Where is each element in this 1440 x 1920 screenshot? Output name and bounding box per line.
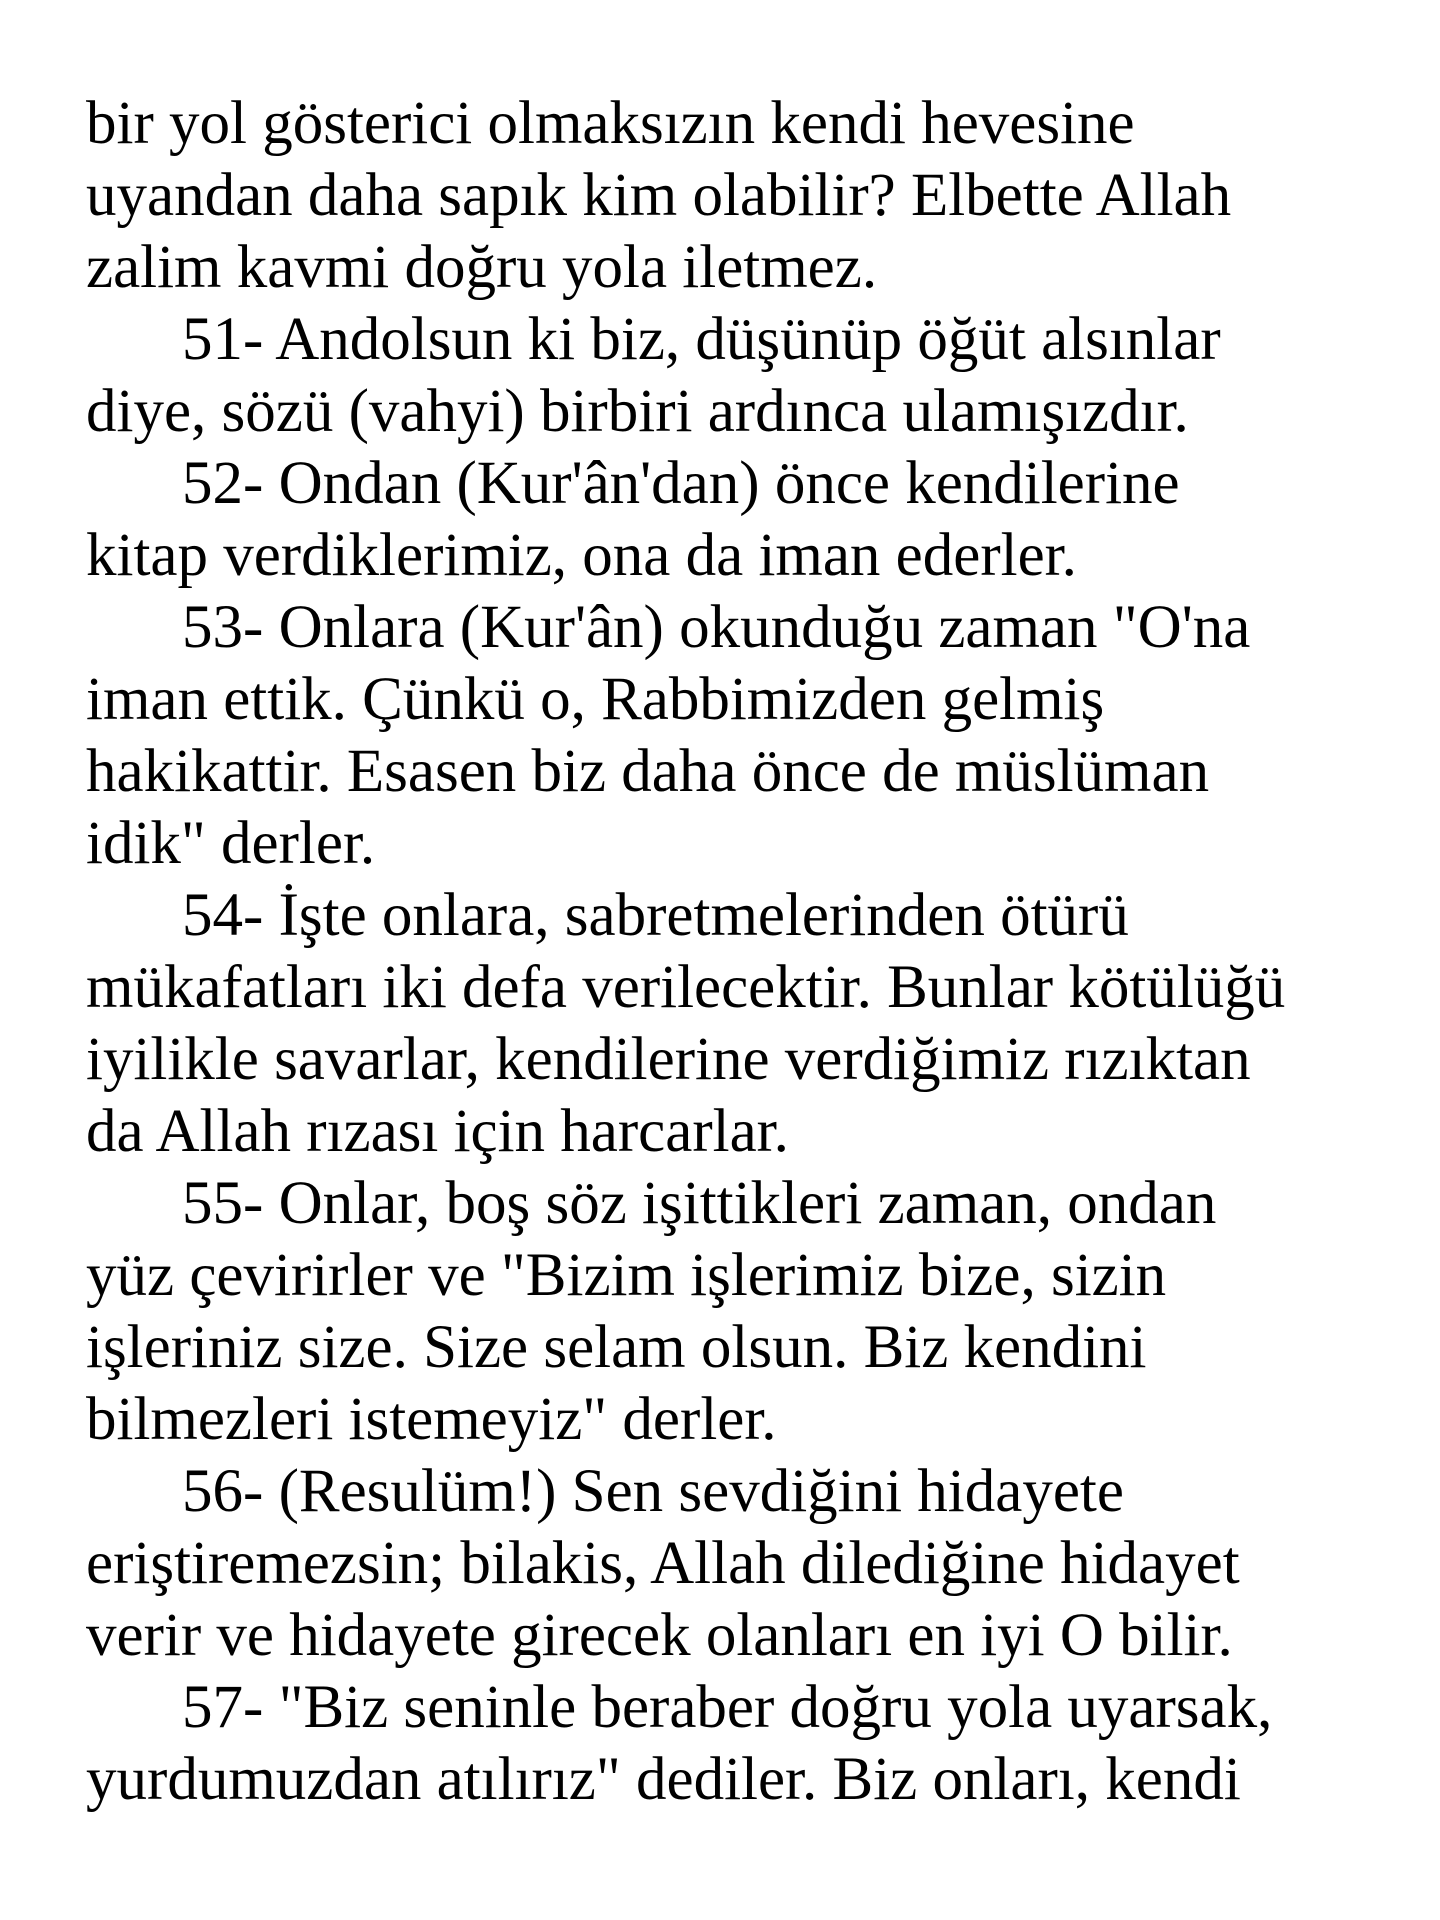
text-line: verir ve hidayete girecek olanları en iyi O bilir. <box>86 1602 1233 1669</box>
text-line: iyilikle savarlar, kendilerine verdiğimiz rızıktan <box>86 1026 1251 1093</box>
verse-56-start: 56- (Resulüm!) Sen sevdiğini hidayete <box>182 1458 1124 1525</box>
verse-54-start: 54- İşte onlara, sabretmelerinden ötürü <box>182 882 1129 949</box>
verse-51-start: 51- Andolsun ki biz, düşünüp öğüt alsınlar <box>182 306 1221 373</box>
text-line: yüz çevirirler ve "Bizim işlerimiz bize, sizin <box>86 1242 1167 1309</box>
text-line: diye, sözü (vahyi) birbiri ardınca ulamışızdır. <box>86 378 1189 445</box>
text-line: idik" derler. <box>86 810 376 877</box>
text-line: yurdumuzdan atılırız" dediler. Biz onları, kendi <box>86 1746 1241 1813</box>
text-line: kitap verdiklerimiz, ona da iman ederler. <box>86 522 1077 589</box>
text-line: eriştiremezsin; bilakis, Allah dilediğine hidayet <box>86 1530 1240 1597</box>
text-line: zalim kavmi doğru yola iletmez. <box>86 234 878 301</box>
text-line: mükafatları iki defa verilecektir. Bunlar kötülüğü <box>86 954 1286 1021</box>
text-line: işleriniz size. Size selam olsun. Biz kendini <box>86 1314 1147 1381</box>
body-text <box>86 88 1396 1816</box>
text-line: hakikattir. Esasen biz daha önce de müslüman <box>86 738 1210 805</box>
verse-52-start: 52- Ondan (Kur'ân'dan) önce kendilerine <box>182 450 1180 517</box>
text-line: iman ettik. Çünkü o, Rabbimizden gelmiş <box>86 666 1105 733</box>
verse-55-start: 55- Onlar, boş söz işittikleri zaman, ondan <box>182 1170 1217 1237</box>
verse-57-start: 57- "Biz seninle beraber doğru yola uyarsak, <box>182 1674 1273 1741</box>
text-line: da Allah rızası için harcarlar. <box>86 1098 789 1165</box>
text-line: uyandan daha sapık kim olabilir? Elbette Allah <box>86 162 1232 229</box>
text-line: bir yol gösterici olmaksızın kendi hevesine <box>86 90 1135 157</box>
text-line: bilmezleri istemeyiz" derler. <box>86 1386 777 1453</box>
verse-53-start: 53- Onlara (Kur'ân) okunduğu zaman "O'na <box>182 594 1251 661</box>
